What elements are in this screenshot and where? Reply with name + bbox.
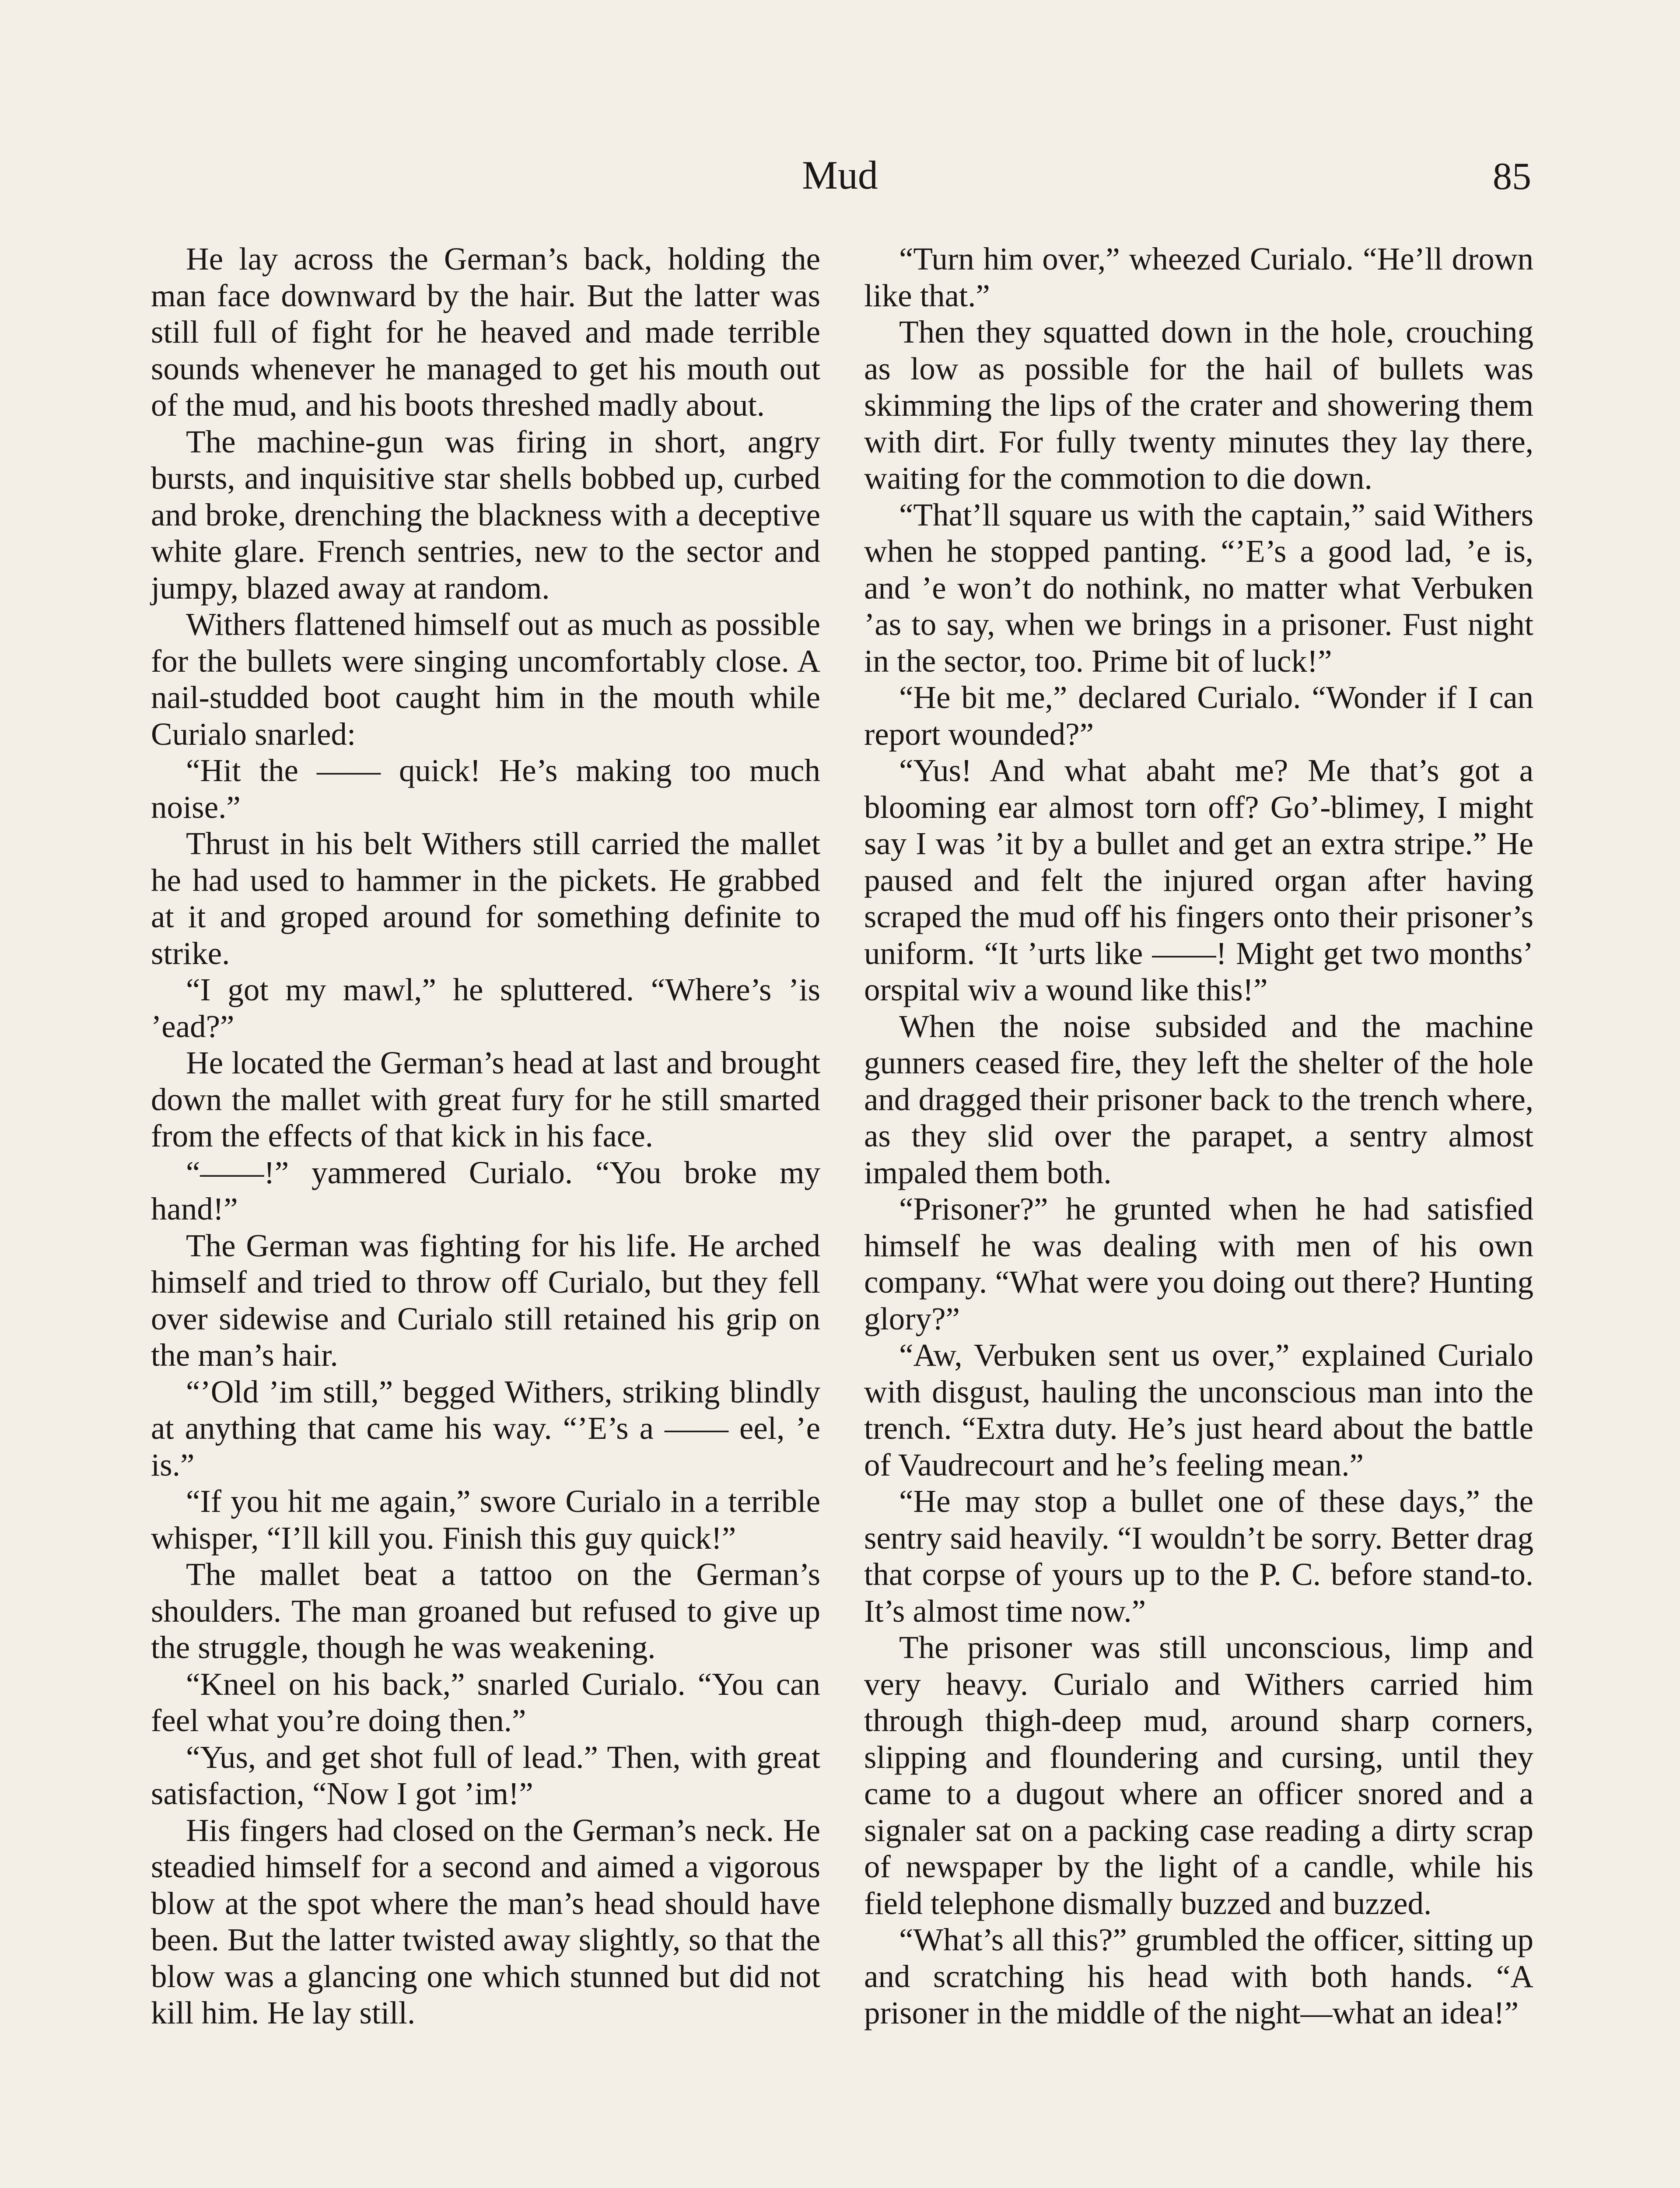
paragraph: “Prisoner?” he grunted when he had satisfied himself he was dealing with men of his own company. “What were you doing out there? Hunting glory?” [864, 1191, 1533, 1336]
paragraph: Withers flattened himself out as much as possible for the bullets were singing uncomfortably close. A nail-studded boot caught him in the mouth while Curialo snarled: [151, 607, 820, 752]
paragraph: “Aw, Verbuken sent us over,” explained Curialo with disgust, hauling the unconscious man into the trench. “Extra duty. He’s just heard about the battle of Vaudrecourt and he’s feeling mean.” [864, 1337, 1533, 1483]
page-header [0, 149, 1680, 206]
paragraph: “If you hit me again,” swore Curialo in a terrible whisper, “I’ll kill you. Finish this guy quick!” [151, 1483, 820, 1556]
paragraph: “’Old ’im still,” begged Withers, striking blindly at anything that came his way. “’E’s a —— eel, ’e is.” [151, 1374, 820, 1483]
paragraph: “Yus! And what abaht me? Me that’s got a blooming ear almost torn off? Go’-blimey, I might say I was ’it by a bullet and get an extra stripe.” He paused and felt the injured organ after having scraped the mud off his fingers onto their prisoner’s uniform. “It ’urts like ——! Might get two months’ orspital wiv a wound like this!” [864, 753, 1533, 1007]
paragraph: His fingers had closed on the German’s neck. He steadied himself for a second and aimed a vigorous blow at the spot where the man’s head should have been. But the latter twisted away slightly, so that the blow was a glancing one which stunned but did not kill him. He lay still. [151, 1812, 820, 2030]
paragraph: “Yus, and get shot full of lead.” Then, with great satisfaction, “Now I got ’im!” [151, 1739, 820, 1811]
running-title: Mud [802, 153, 878, 197]
paragraph: “Turn him over,” wheezed Curialo. “He’ll drown like that.” [864, 241, 1533, 313]
paragraph: “That’ll square us with the captain,” said Withers when he stopped panting. “’E’s a good lad, ’e is, and ’e won’t do nothink, no matter what Verbuken ’as to say, when we brings in a prisoner. Fust night in the sector, too. Prime bit of luck!” [864, 497, 1533, 679]
paragraph: When the noise subsided and the machine gunners ceased fire, they left the shelter of the hole and dragged their prisoner back to the trench where, as they slid over the parapet, a sentry almost impaled them both. [864, 1008, 1533, 1190]
paragraph: Then they squatted down in the hole, crouching as low as possible for the hail of bullets was skimming the lips of the crater and showering them with dirt. For fully twenty minutes they lay there, waiting for the commotion to die down. [864, 314, 1533, 496]
paragraph: “I got my mawl,” he spluttered. “Where’s ’is ’ead?” [151, 972, 820, 1044]
paragraph: “Kneel on his back,” snarled Curialo. “You can feel what you’re doing then.” [151, 1666, 820, 1738]
paragraph: The machine-gun was firing in short, angry bursts, and inquisitive star shells bobbed up, curbed and broke, drenching the blackness with a deceptive white glare. French sentries, new to the sector and jumpy, blazed away at random. [151, 424, 820, 606]
paragraph: The prisoner was still unconscious, limp and very heavy. Curialo and Withers carried him through thigh-deep mud, around sharp corners, slipping and floundering and cursing, until they came to a dugout where an officer snored and a signaler sat on a packing case reading a dirty scrap of newspaper by the light of a candle, while his field telephone dismally buzzed and buzzed. [864, 1630, 1533, 1921]
paragraph: “Hit the —— quick! He’s making too much noise.” [151, 753, 820, 825]
paragraph: Thrust in his belt Withers still carried the mallet he had used to hammer in the pickets. He grabbed at it and groped around for something definite to strike. [151, 826, 820, 971]
paragraph: The mallet beat a tattoo on the German’s shoulders. The man groaned but refused to give up the struggle, though he was weakening. [151, 1557, 820, 1665]
page-number: 85 [1493, 155, 1531, 198]
paragraph: “He bit me,” declared Curialo. “Wonder if I can report wounded?” [864, 680, 1533, 752]
text-column-right [864, 241, 1533, 2031]
paragraph: “——!” yammered Curialo. “You broke my hand!” [151, 1154, 820, 1227]
paragraph: “What’s all this?” grumbled the officer, sitting up and scratching his head with both hands. “A prisoner in the middle of the night—what an idea!” [864, 1922, 1533, 2030]
paragraph: He located the German’s head at last and brought down the mallet with great fury for he still smarted from the effects of that kick in his face. [151, 1045, 820, 1154]
text-column-left [151, 241, 820, 2031]
paragraph: He lay across the German’s back, holding the man face downward by the hair. But the latter was still full of fight for he heaved and made terrible sounds whenever he managed to get his mouth out of the mud, and his boots threshed madly about. [151, 241, 820, 423]
paragraph: “He may stop a bullet one of these days,” the sentry said heavily. “I wouldn’t be sorry. Better drag that corpse of yours up to the P. C. before stand-to. It’s almost time now.” [864, 1483, 1533, 1629]
paragraph: The German was fighting for his life. He arched himself and tried to throw off Curialo, but they fell over sidewise and Curialo still retained his grip on the man’s hair. [151, 1227, 820, 1373]
